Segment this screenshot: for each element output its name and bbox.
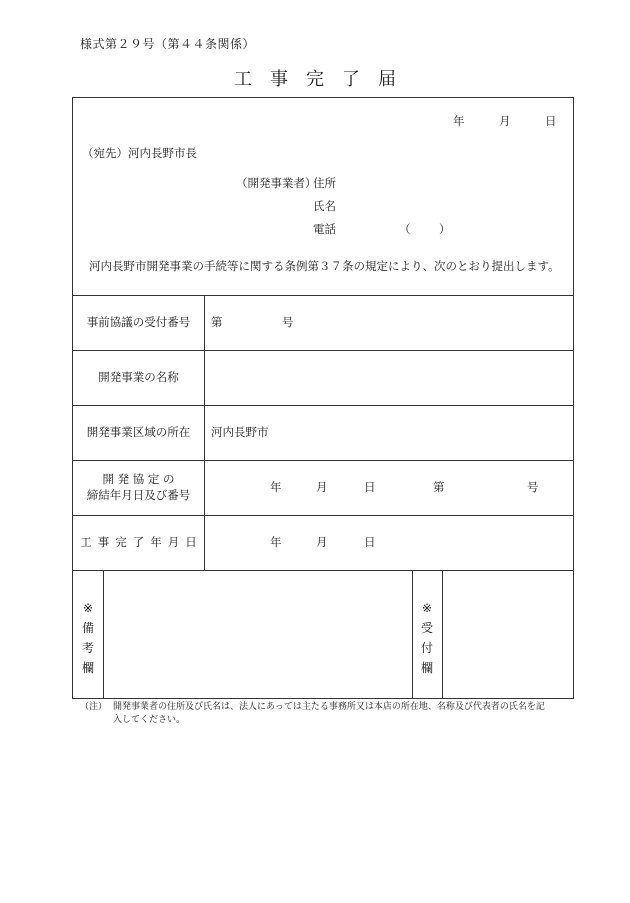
row-divider — [73, 570, 573, 571]
remarks-label: 備考欄 — [81, 621, 94, 675]
completion-day: 日 — [364, 535, 376, 549]
remarks-divider — [412, 570, 413, 698]
footnote-label: （注） — [80, 702, 108, 712]
agreement-no: 第 — [433, 480, 445, 494]
addressee: （宛先）河内長野市長 — [82, 146, 197, 160]
footnote-text — [113, 701, 553, 727]
form-number: 様式第２９号（第４４条関係） — [80, 37, 256, 51]
prior-consultation-label: 事前協議の受付番号 — [86, 315, 191, 329]
agreement-label-line1: 開 発 協 定 の — [102, 472, 175, 486]
agreement-go: 号 — [527, 480, 539, 494]
date-year: 年 — [453, 114, 465, 128]
name-label: 氏名 — [313, 199, 336, 213]
phone-label: 電話 — [313, 222, 336, 236]
row-divider — [73, 405, 573, 406]
agreement-month: 月 — [316, 480, 328, 494]
page-title: 工事完了届 — [234, 69, 414, 90]
row-divider — [73, 350, 573, 351]
agreement-label-line2: 締結年月日及び番号 — [86, 488, 191, 502]
completion-date-label: 工事完了年月日 — [80, 535, 203, 549]
reception-divider — [442, 570, 443, 698]
remarks-divider — [103, 570, 104, 698]
phone-paren-open: （ — [399, 222, 411, 236]
reception-mark: ※ — [421, 601, 433, 615]
row-divider — [73, 460, 573, 461]
agreement-year: 年 — [270, 480, 282, 494]
remarks-mark: ※ — [82, 601, 94, 615]
location-label: 開発事業区域の所在 — [86, 425, 191, 439]
row-divider — [73, 295, 573, 296]
address-label: 住所 — [313, 176, 336, 190]
date-month: 月 — [499, 114, 511, 128]
footnote-line2: 入してください。 — [113, 715, 186, 725]
footnote-line1: 開発事業者の住所及び氏名は、法人にあっては主たる事務所又は本店の所在地、名称及び代表者の氏名を記 — [113, 702, 545, 712]
phone-paren-close: ） — [439, 222, 451, 236]
applicant-label: （開発事業者） — [236, 176, 317, 190]
prior-consultation-no: 第 — [211, 315, 223, 329]
prior-consultation-go: 号 — [282, 315, 294, 329]
form-frame — [72, 97, 574, 699]
completion-month: 月 — [316, 535, 328, 549]
reception-label: 受付欄 — [420, 621, 433, 675]
location-value: 河内長野市 — [211, 425, 269, 439]
agreement-day: 日 — [364, 480, 376, 494]
label-column-divider — [204, 295, 205, 570]
submission-statement: 河内長野市開発事業の手続等に関する条例第３７条の規定により、次のとおり提出します。 — [89, 259, 560, 273]
completion-year: 年 — [270, 535, 282, 549]
date-day: 日 — [545, 114, 557, 128]
project-name-label: 開発事業の名称 — [98, 370, 179, 384]
row-divider — [73, 515, 573, 516]
